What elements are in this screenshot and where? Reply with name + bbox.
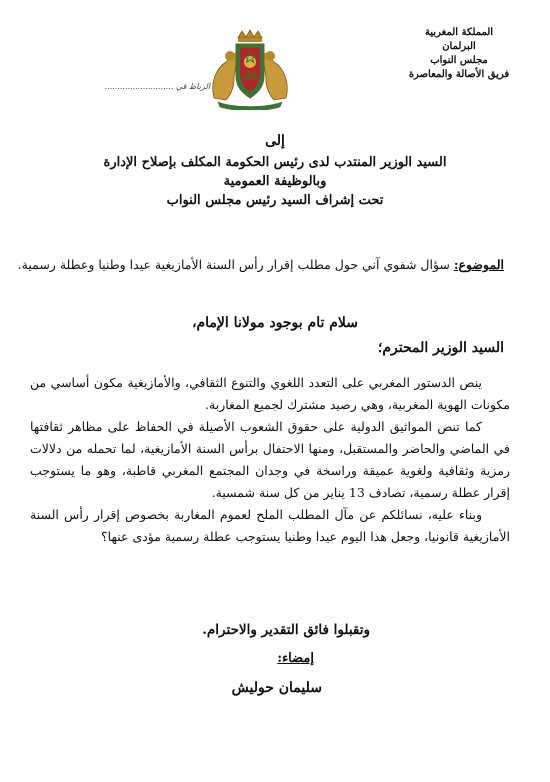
- signature-label: إمضاء:: [277, 651, 314, 666]
- letterhead-line-kingdom: المملكة المغربية: [424, 27, 494, 38]
- letterhead-line-group: فريق الأصالة والمعاصرة: [408, 69, 510, 80]
- letter-body: [30, 372, 510, 548]
- letterhead-line-parliament: البرلمان: [442, 41, 476, 52]
- signatory-name: سليمان حوليش: [231, 680, 322, 696]
- body-paragraph-2: كما تنص المواثيق الدولية على حقوق الشعوب الأصيلة في الحفاظ على مظاهر ثقافتها في الماضي والحاضر والمستقبل، ومنها الاحتفال برأس السنة الأمازيغية، لما تحمله من دلالات رمزية وثقافية ولغوية عميقة وراسخة في وجدان المجتمع المغربي قاطبة، وهو ما يستوجب إقرار عطلة رسمية، تصادف 13 يناير من كل سنة شمسية.: [30, 419, 510, 500]
- subject-text: سؤال شفوي آني حول مطلب إقرار رأس السنة الأمازيغية عيدا وطنيا وعطلة رسمية.: [17, 257, 454, 272]
- subject-line: [17, 257, 504, 272]
- address-block: [40, 132, 510, 210]
- date-line: الرباط في ...........................: [104, 82, 210, 91]
- supervision-line: تحت إشراف السيد رئيس مجلس النواب: [166, 193, 384, 208]
- body-paragraph-3: وبناء عليه، نسائلكم عن مآل المطلب الملح لعموم المغاربة بخصوص إقرار رأس السنة الأمازيغية قانونيا، وجعل هذا اليوم عيدا وطنيا يستوجب عطلة رسمية مؤدى عنها؟: [30, 507, 510, 544]
- closing-line: وتقبلوا فائق التقدير والاحترام.: [202, 622, 370, 638]
- letterhead: [394, 26, 524, 82]
- recipient-line-2: وبالوظيفة العمومية: [223, 174, 327, 189]
- address-to: إلى: [265, 133, 285, 149]
- greeting: سلام تام بوجود مولانا الإمام،: [191, 315, 359, 331]
- letterhead-line-house: مجلس النواب: [430, 55, 488, 66]
- recipient-line-1: السيد الوزير المنتدب لدى رئيس الحكومة المكلف بإصلاح الإدارة: [103, 155, 447, 170]
- salutation: السيد الوزير المحترم؛: [377, 340, 504, 356]
- subject-label: الموضوع:: [453, 257, 504, 272]
- body-paragraph-1: ينص الدستور المغربي على التعدد اللغوي والتنوع الثقافي، والأمازيغية مكون أساسي من مكونات الهوية المغربية، وهي رصيد مشترك لجميع المغاربة.: [30, 375, 510, 412]
- coat-of-arms-emblem: [200, 28, 300, 110]
